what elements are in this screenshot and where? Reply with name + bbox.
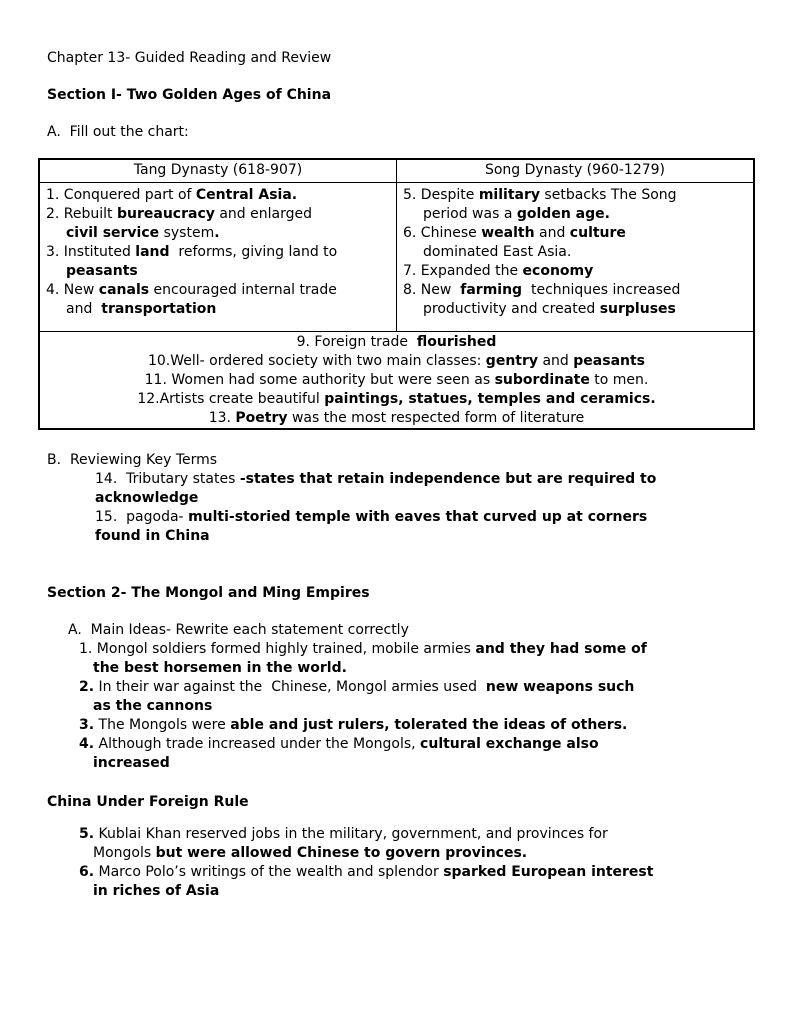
- text-line: [46, 243, 394, 262]
- text-line: [95, 508, 791, 527]
- text-segment: to men.: [589, 372, 649, 388]
- song-item: [403, 262, 751, 281]
- text-segment: culture: [569, 225, 626, 241]
- main-idea-item-3: [79, 716, 791, 735]
- text-segment: wealth: [481, 225, 535, 241]
- key-terms-label: B. Reviewing Key Terms: [47, 452, 218, 468]
- text-line: [79, 678, 791, 697]
- text-line: [403, 205, 751, 224]
- text-line: [95, 527, 791, 546]
- key-term-item-14: [95, 470, 791, 508]
- text-segment: as the cannons: [93, 698, 213, 714]
- text-segment: acknowledge: [95, 490, 199, 506]
- text-segment: cultural exchange also: [420, 736, 599, 752]
- text-segment: encouraged internal trade: [149, 282, 337, 298]
- text-segment: 1. Conquered part of: [46, 187, 196, 203]
- text-segment: 3.: [79, 717, 95, 733]
- shared-item: [40, 371, 753, 390]
- text-segment: .: [214, 225, 220, 241]
- text-segment: in riches of Asia: [93, 883, 220, 899]
- text-line: [403, 243, 751, 262]
- text-segment: 4.: [79, 736, 95, 752]
- text-segment: golden age.: [516, 206, 610, 222]
- text-segment: 5. Despite: [403, 187, 479, 203]
- text-line: [95, 470, 791, 489]
- text-segment: The Mongols were: [94, 717, 231, 733]
- text-segment: civil service: [66, 225, 160, 241]
- song-dynasty-header: Song Dynasty (960-1279): [397, 159, 755, 183]
- text-segment: land: [135, 244, 170, 260]
- text-segment: paintings, statues, temples and ceramics.: [324, 391, 656, 407]
- text-segment: the best horsemen in the world.: [93, 660, 347, 676]
- song-item: [403, 186, 751, 224]
- text-line: [46, 262, 394, 281]
- text-segment: 10.Well- ordered society with two main classes:: [147, 353, 486, 369]
- text-line: [46, 281, 394, 300]
- text-segment: canals: [98, 282, 150, 298]
- tang-item: [46, 205, 394, 243]
- text-segment: flourished: [416, 334, 497, 350]
- song-cell: [397, 183, 755, 332]
- text-segment: 12.Artists create beautiful: [137, 391, 325, 407]
- tang-cell: [39, 183, 397, 332]
- text-segment: system: [159, 225, 215, 241]
- tang-item: [46, 243, 394, 281]
- text-segment: 6.: [79, 864, 95, 880]
- text-segment: productivity and created: [423, 301, 600, 317]
- shared-cell: [39, 332, 754, 430]
- text-line: [79, 754, 791, 773]
- china-under-foreign-rule-heading: China Under Foreign Rule: [47, 794, 249, 810]
- text-segment: dominated East Asia.: [423, 244, 572, 260]
- text-line: [79, 863, 791, 882]
- text-segment: 15. pagoda-: [95, 509, 189, 525]
- text-segment: 2.: [79, 679, 95, 695]
- text-line: [40, 390, 753, 409]
- text-segment: and they had some of: [475, 641, 647, 657]
- shared-item: [40, 390, 753, 409]
- text-segment: farming: [460, 282, 523, 298]
- text-line: [46, 224, 394, 243]
- song-item: [403, 281, 751, 319]
- text-segment: multi-storied temple with eaves that curved up at corners: [188, 509, 648, 525]
- text-line: [40, 409, 753, 428]
- text-line: [95, 489, 791, 508]
- text-segment: bureaucracy: [117, 206, 215, 222]
- text-segment: transportation: [101, 301, 217, 317]
- text-line: [403, 300, 751, 319]
- text-segment: 3. Instituted: [46, 244, 136, 260]
- main-idea-item-2: [79, 678, 791, 716]
- text-line: [46, 300, 394, 319]
- text-segment: Although trade increased under the Mongols,: [94, 736, 421, 752]
- text-segment: 8. New: [403, 282, 461, 298]
- text-line: [79, 640, 791, 659]
- text-segment: Mongols: [93, 845, 156, 861]
- china-item-5: [79, 825, 791, 863]
- china-item-6: [79, 863, 791, 901]
- main-ideas-label: A. Main Ideas- Rewrite each statement correctly: [68, 622, 409, 638]
- text-line: [79, 659, 791, 678]
- text-line: [403, 186, 751, 205]
- text-segment: In their war against the Chinese, Mongol armies used: [94, 679, 486, 695]
- text-segment: and: [534, 225, 570, 241]
- text-line: [403, 262, 751, 281]
- text-segment: sparked European interest: [443, 864, 654, 880]
- table-body-row: [39, 183, 754, 332]
- text-segment: and: [66, 301, 102, 317]
- shared-item: [40, 333, 753, 352]
- text-segment: economy: [522, 263, 594, 279]
- shared-item: [40, 352, 753, 371]
- text-segment: reforms, giving land to: [169, 244, 338, 260]
- tang-dynasty-header: Tang Dynasty (618-907): [39, 159, 397, 183]
- text-line: [79, 825, 791, 844]
- text-segment: surpluses: [599, 301, 676, 317]
- text-line: [46, 186, 394, 205]
- tang-item: [46, 281, 394, 319]
- text-line: [403, 224, 751, 243]
- text-segment: gentry: [485, 353, 539, 369]
- text-segment: setbacks The Song: [539, 187, 677, 203]
- dynasty-comparison-table: [38, 158, 755, 430]
- song-item: [403, 224, 751, 262]
- text-segment: 1. Mongol soldiers formed highly trained, mobile armies: [79, 641, 476, 657]
- text-segment: able and just rulers, tolerated the ideas of others.: [230, 717, 628, 733]
- text-line: [40, 333, 753, 352]
- text-line: [46, 205, 394, 224]
- text-segment: 14. Tributary states: [95, 471, 240, 487]
- text-line: [79, 882, 791, 901]
- section1-heading: Section I- Two Golden Ages of China: [47, 87, 332, 103]
- text-segment: increased: [93, 755, 170, 771]
- text-segment: period was a: [423, 206, 517, 222]
- text-segment: military: [478, 187, 540, 203]
- main-idea-item-4: [79, 735, 791, 773]
- text-segment: new weapons such: [485, 679, 635, 695]
- text-segment: Poetry: [235, 410, 288, 426]
- text-segment: Kublai Khan reserved jobs in the military, government, and provinces for: [94, 826, 608, 842]
- text-segment: 7. Expanded the: [403, 263, 523, 279]
- fill-chart-instruction: A. Fill out the chart:: [47, 124, 189, 140]
- text-segment: Central Asia.: [195, 187, 298, 203]
- key-term-item-15: [95, 508, 791, 546]
- text-line: [79, 735, 791, 754]
- table-header-row: [39, 159, 754, 183]
- text-segment: 5.: [79, 826, 95, 842]
- main-idea-item-1: [79, 640, 791, 678]
- text-segment: 9. Foreign trade: [296, 334, 417, 350]
- text-segment: 2. Rebuilt: [46, 206, 117, 222]
- tang-item: [46, 186, 394, 205]
- text-line: [79, 697, 791, 716]
- text-segment: peasants: [66, 263, 138, 279]
- text-segment: was the most respected form of literature: [287, 410, 585, 426]
- text-segment: techniques increased: [522, 282, 681, 298]
- text-segment: 6. Chinese: [403, 225, 482, 241]
- shared-item: [40, 409, 753, 428]
- text-segment: -states that retain independence but are required to: [239, 471, 657, 487]
- text-segment: Marco Polo’s writings of the wealth and splendor: [94, 864, 444, 880]
- section2-heading: Section 2- The Mongol and Ming Empires: [47, 585, 370, 601]
- text-segment: but were allowed Chinese to govern provinces.: [155, 845, 528, 861]
- text-line: [40, 371, 753, 390]
- text-segment: 4. New: [46, 282, 99, 298]
- text-line: [79, 844, 791, 863]
- text-line: [40, 352, 753, 371]
- text-segment: 13.: [208, 410, 236, 426]
- table-shared-row: [39, 332, 754, 430]
- text-line: [79, 716, 791, 735]
- text-segment: and enlarged: [214, 206, 312, 222]
- doc-title: Chapter 13- Guided Reading and Review: [47, 50, 332, 66]
- text-segment: subordinate: [494, 372, 590, 388]
- text-segment: found in China: [95, 528, 210, 544]
- text-segment: 11. Women had some authority but were seen as: [144, 372, 495, 388]
- text-segment: peasants: [573, 353, 646, 369]
- text-line: [403, 281, 751, 300]
- text-segment: and: [538, 353, 574, 369]
